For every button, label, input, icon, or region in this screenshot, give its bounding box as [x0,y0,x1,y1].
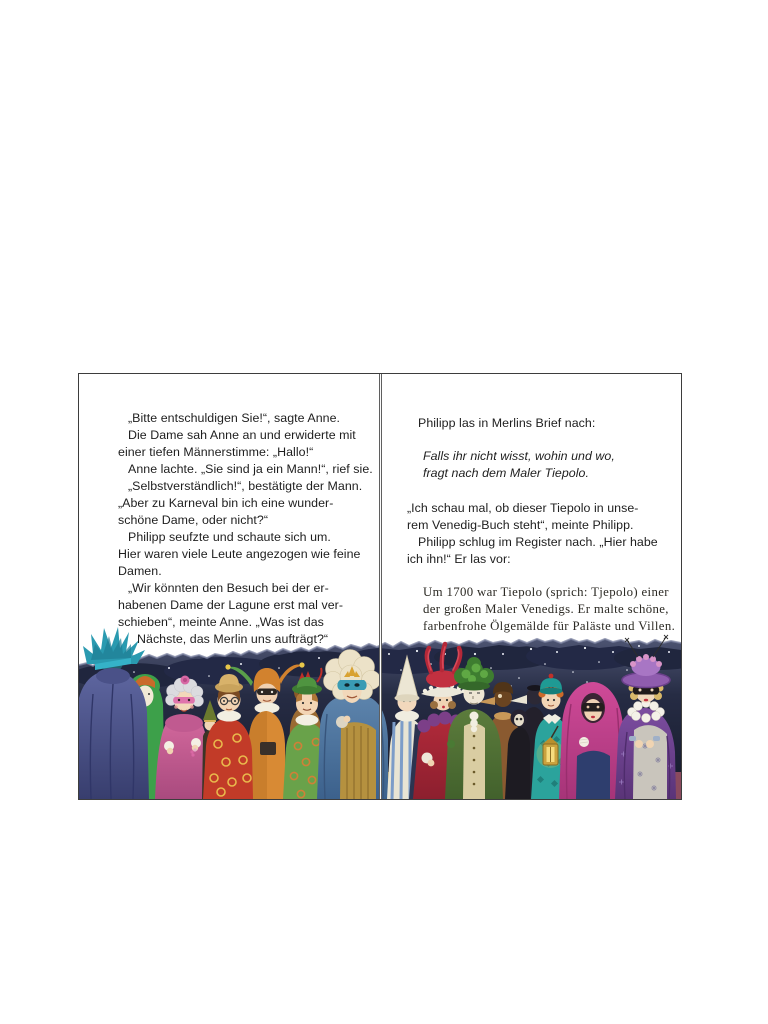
book-spread [78,373,682,800]
text-line: schöne Dame, oder nicht?“ [118,513,269,527]
left-page-text [118,410,373,648]
text-line: „Aber zu Karneval bin ich eine wunder- [118,496,334,510]
text-line: Nächste, das Merlin uns aufträgt?“ [137,632,329,646]
merlin-letter-verse [423,448,615,482]
text-line: Philipp seufzte und schaute sich um. [128,530,331,544]
excerpt-line: Um 1700 war Tiepolo (sprich: Tjepolo) einer [423,585,669,599]
verse-line: fragt nach dem Maler Tiepolo. [423,466,589,480]
right-page-paragraph [407,500,658,568]
figure-pink-shawl-lady [559,682,625,799]
text-line: schieben“, meinte Anne. „Was ist das [118,615,324,629]
text-line: ich ihn!“ Er las vor: [407,552,511,566]
verse-line: Falls ihr nicht wisst, wohin und wo, [423,449,615,463]
venice-book-excerpt [423,583,675,634]
text-line: Die Dame sah Anne an und erwiderte mit [128,428,356,442]
excerpt-line: farbenfrohe Ölgemälde für Paläste und Villen. [423,619,676,633]
text-line: „Selbstverständlich!“, bestätigte der Mann. [128,479,363,493]
text-line: Philipp schlug im Register nach. „Hier habe [418,535,658,549]
text-line: Anne lachte. „Sie sind ja ein Mann!“, rief sie. [128,462,373,476]
text-line: Damen. [118,564,162,578]
text-line: einer tiefen Männerstimme: „Hallo!“ [118,445,314,459]
text-line: Philipp las in Merlins Brief nach: [418,416,596,430]
text-line: „Wir könnten den Besuch bei der er- [128,581,329,595]
text-line: rem Venedig-Buch steht“, meinte Philipp. [407,518,634,532]
book-gutter [379,374,382,799]
text-line: „Ich schau mal, ob dieser Tiepolo in unse- [407,501,639,515]
figure-blue-spiky-hair [79,627,149,799]
text-line: Hier waren viele Leute angezogen wie feine [118,547,361,561]
text-line: „Bitte entschuldigen Sie!“, sagte Anne. [128,411,341,425]
excerpt-line: der großen Maler Venedigs. Er malte schöne, [423,602,669,616]
right-page-intro [418,415,595,432]
text-line: habenen Dame der Lagune erst mal ver- [118,598,344,612]
